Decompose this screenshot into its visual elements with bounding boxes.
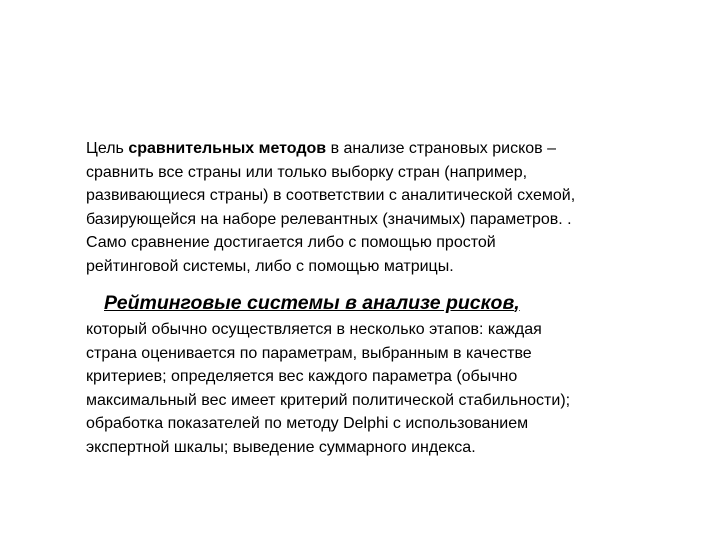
section-heading-punct: , (514, 292, 520, 314)
paragraph-line-rest: в анализе страновых рисков – (326, 140, 556, 157)
paragraph-line (86, 137, 646, 161)
paragraph-line: максимальный вес имеет критерий политической стабильности); (86, 391, 571, 409)
paragraph-line: который обычно осуществляется в несколько этапов: каждая (86, 321, 542, 338)
bold-term: сравнительных методов (128, 140, 327, 157)
paragraph-line: рейтинговой системы, либо с помощью матрицы. (86, 257, 454, 275)
paragraph-line: развивающиеся страны) в соответствии с аналитической схемой, (86, 187, 576, 205)
section-heading (104, 289, 520, 317)
section-heading-text: Рейтинговые системы в анализе рисков (104, 292, 515, 314)
paragraph-line: Само сравнение достигается либо с помощью простой (86, 234, 496, 252)
rating-paragraph (86, 318, 646, 460)
paragraph-line: критериев; определяется вес каждого параметра (обычно (86, 368, 518, 386)
paragraph-line: страна оценивается по параметрам, выбранным в качестве (86, 344, 532, 362)
paragraph-intro: Цель (86, 140, 129, 157)
methods-paragraph (86, 137, 646, 279)
paragraph-line: экспертной шкалы; выведение суммарного индекса. (86, 438, 476, 456)
paragraph-line: обработка показателей по методу Delphi с использованием (86, 415, 529, 433)
paragraph-line: базирующейся на наборе релевантных (значимых) параметров. . (86, 210, 572, 228)
paragraph-line: сравнить все страны или только выборку стран (например, (86, 163, 528, 181)
